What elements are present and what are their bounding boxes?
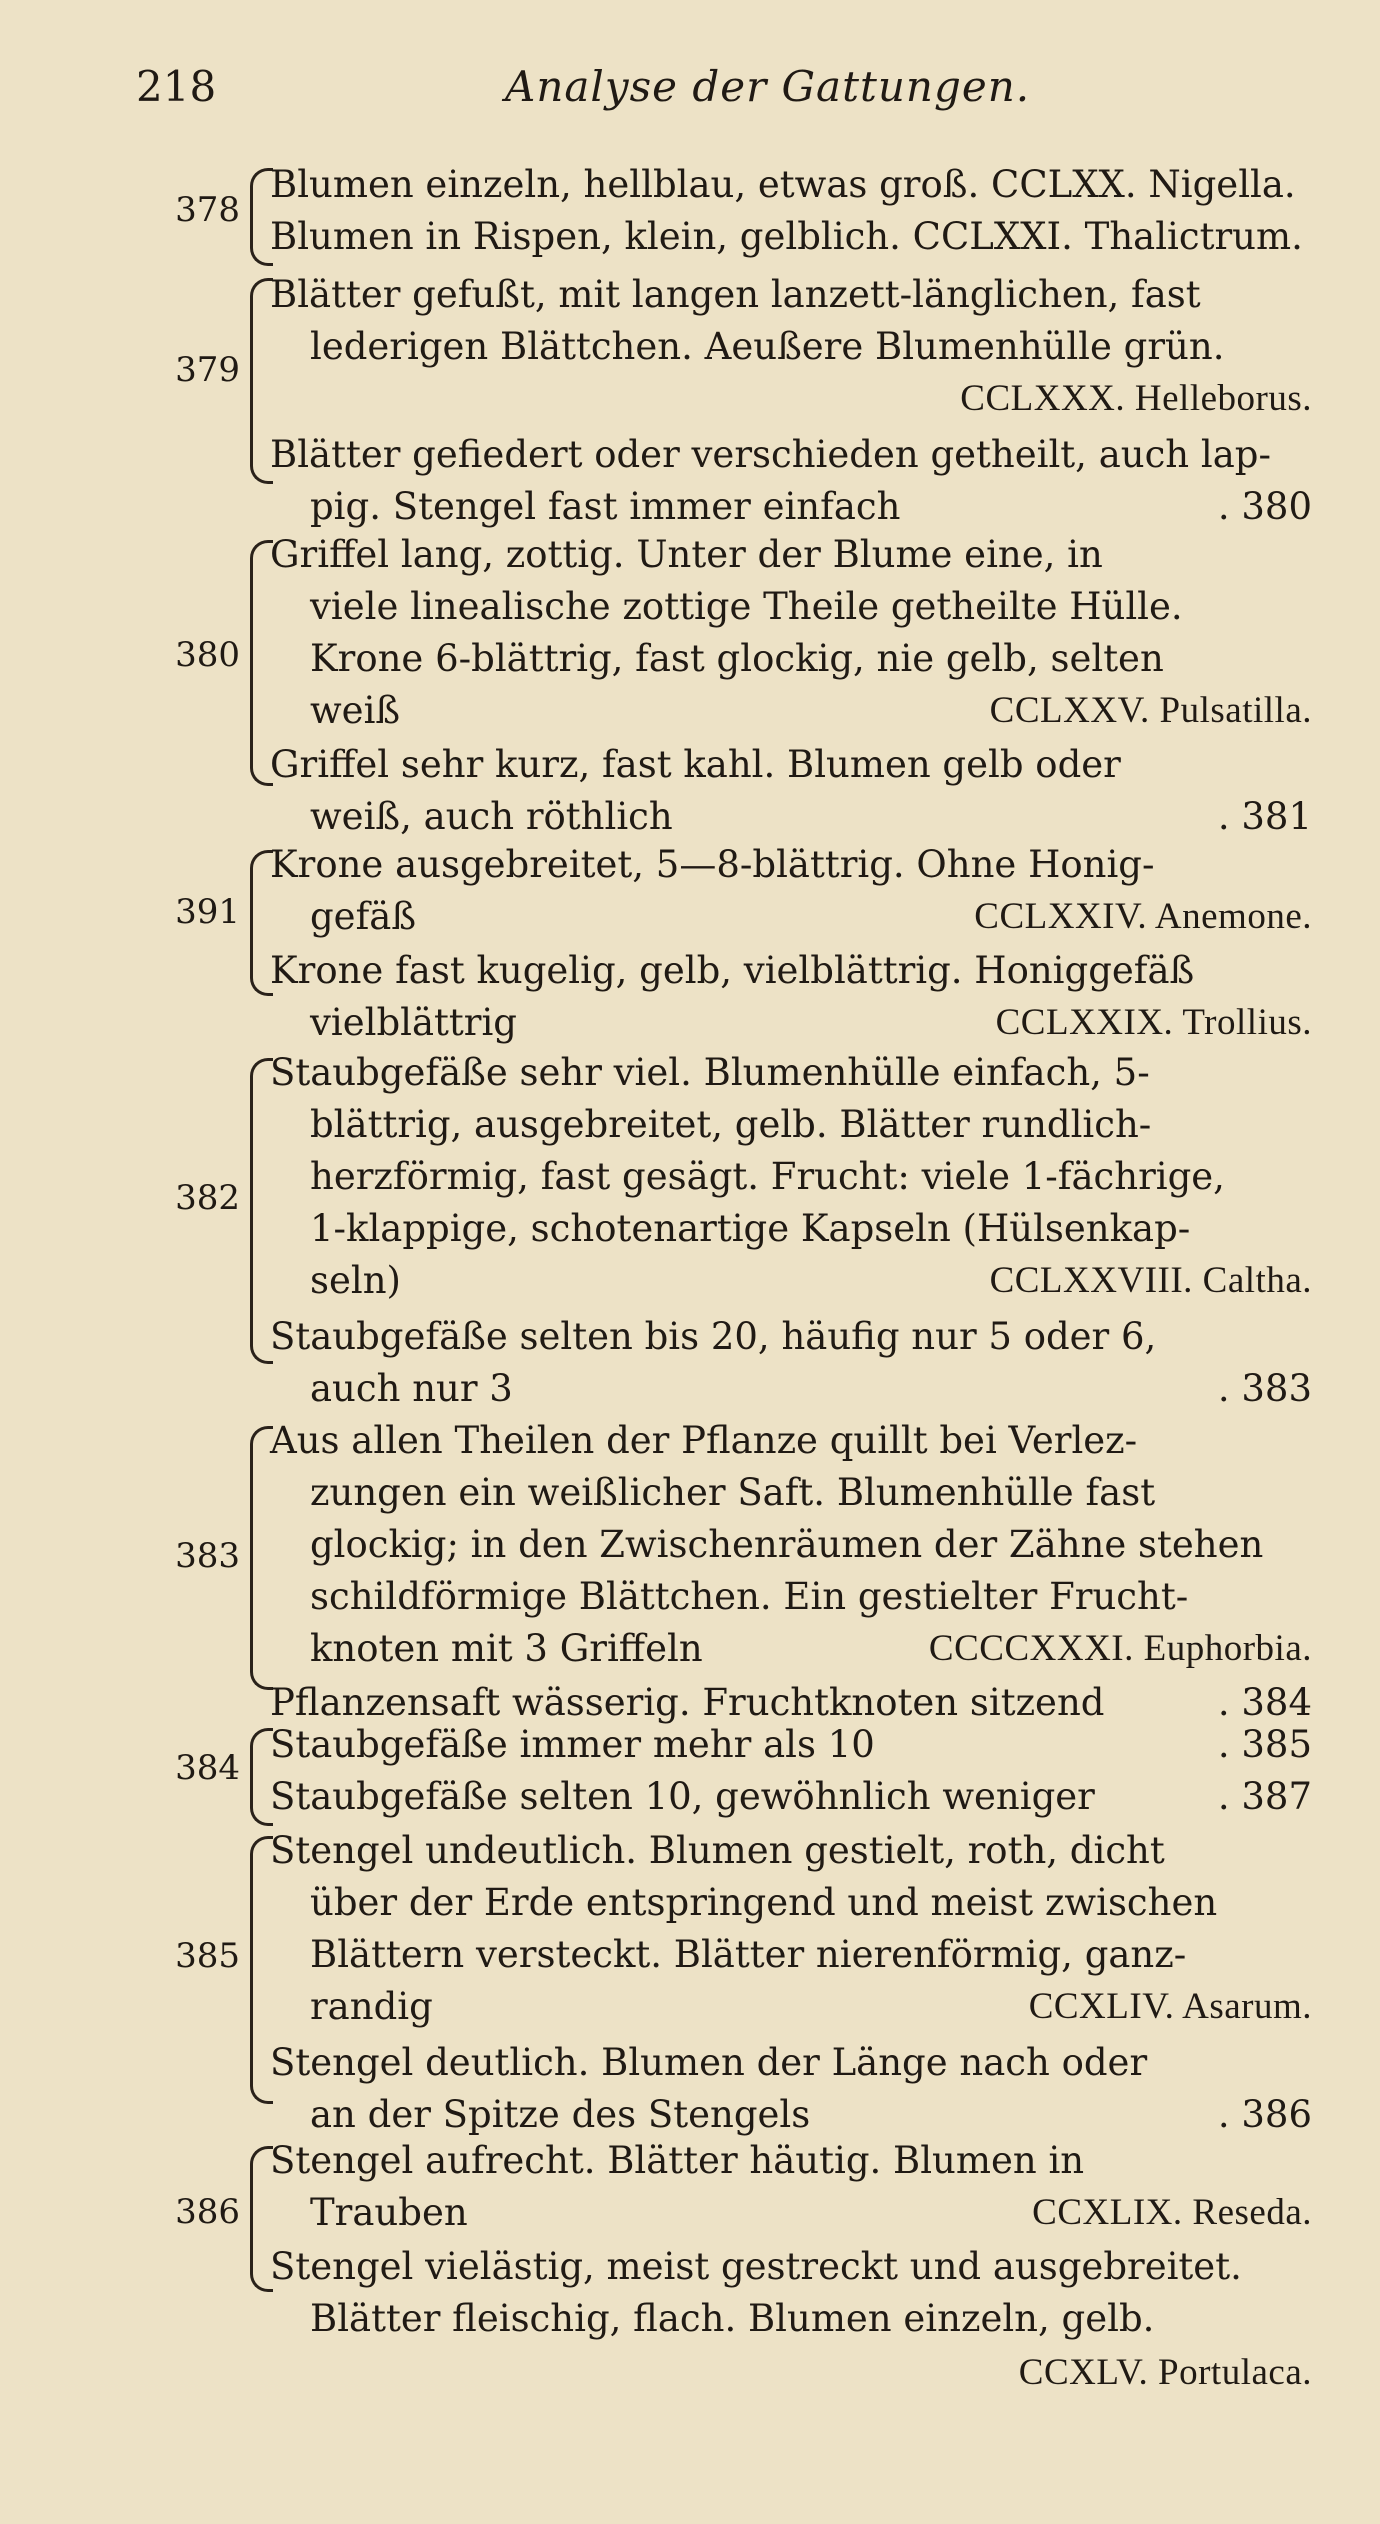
couplet-reference: . 385 — [1217, 1723, 1312, 1766]
genus-reference: CCLXXV. Pulsatilla. — [989, 690, 1312, 731]
lead-text: lederigen Blättchen. Aeußere Blumenhülle grün. — [310, 325, 1225, 368]
lead-text: Staubgefäße selten bis 20, häufig nur 5 oder 6, — [270, 1315, 1157, 1358]
genus-reference: CCCCXXXI. Euphorbia. — [928, 1628, 1312, 1669]
couplet-number: 391 — [175, 892, 240, 932]
couplet-reference: . 383 — [1217, 1367, 1312, 1410]
couplet-number: 380 — [175, 635, 240, 675]
lead-text: weiß, auch röthlich — [310, 795, 673, 838]
lead-text: gefäß — [310, 895, 417, 938]
lead-text: über der Erde entspringend und meist zwischen — [310, 1881, 1218, 1924]
lead-text: Krone fast kugelig, gelb, vielblättrig. Honiggefäß — [270, 949, 1195, 992]
lead-text: Staubgefäße immer mehr als 10 — [270, 1723, 875, 1766]
couplet-reference: . 380 — [1217, 485, 1312, 528]
lead-text: Pflanzensaft wässerig. Fruchtknoten sitzend — [270, 1681, 1105, 1724]
couplet-number: 382 — [175, 1178, 240, 1218]
lead-text: Stengel aufrecht. Blätter häutig. Blumen in — [270, 2139, 1085, 2182]
genus-reference: CCXLV. Portulaca. — [1018, 2352, 1312, 2393]
couplet-number: 386 — [175, 2192, 240, 2232]
couplet-reference: . 386 — [1217, 2093, 1312, 2136]
genus-reference: CCLXXVIII. Caltha. — [989, 1260, 1312, 1301]
genus-reference: CCLXXX. Helleborus. — [960, 378, 1312, 419]
lead-text: Blätter gefiedert oder verschieden getheilt, auch lap- — [270, 433, 1271, 476]
lead-text: glockig; in den Zwischenräumen der Zähne stehen — [310, 1523, 1264, 1566]
couplet-reference: . 387 — [1217, 1775, 1312, 1818]
lead-text: knoten mit 3 Griffeln — [310, 1627, 703, 1670]
lead-text: an der Spitze des Stengels — [310, 2093, 811, 2136]
lead-text: vielblättrig — [310, 1001, 517, 1044]
lead-text: Staubgefäße sehr viel. Blumenhülle einfach, 5- — [270, 1051, 1150, 1094]
genus-reference: CCXLIX. Reseda. — [1032, 2192, 1312, 2233]
couplet-reference: . 384 — [1217, 1681, 1312, 1724]
lead-text: Stengel undeutlich. Blumen gestielt, roth, dicht — [270, 1829, 1165, 1872]
genus-reference: CCLXXIX. Trollius. — [995, 1002, 1312, 1043]
lead-text: zungen ein weißlicher Saft. Blumenhülle fast — [310, 1471, 1156, 1514]
lead-text: Blumen in Rispen, klein, gelblich. CCLXXI. Thalictrum. — [270, 215, 1303, 258]
lead-text: Griffel lang, zottig. Unter der Blume eine, in — [270, 533, 1103, 576]
genus-reference: CCXLIV. Asarum. — [1028, 1986, 1312, 2027]
lead-text: Stengel deutlich. Blumen der Länge nach oder — [270, 2041, 1148, 2084]
lead-text: 1-klappige, schotenartige Kapseln (Hülsenkap- — [310, 1207, 1191, 1250]
lead-text: Griffel sehr kurz, fast kahl. Blumen gelb oder — [270, 743, 1121, 786]
page-number: 218 — [136, 62, 217, 111]
genus-reference: CCLXXIV. Anemone. — [974, 896, 1312, 937]
lead-text: auch nur 3 — [310, 1367, 513, 1410]
lead-text: Blättern versteckt. Blätter nierenförmig, ganz- — [310, 1933, 1187, 1976]
lead-text: blättrig, ausgebreitet, gelb. Blätter rundlich- — [310, 1103, 1152, 1146]
lead-text: schildförmige Blättchen. Ein gestielter Frucht- — [310, 1575, 1189, 1618]
lead-text: Aus allen Theilen der Pflanze quillt bei Verlez- — [270, 1419, 1138, 1462]
lead-text: pig. Stengel fast immer einfach — [310, 485, 901, 528]
lead-text: Krone ausgebreitet, 5—8-blättrig. Ohne Honig- — [270, 843, 1155, 886]
lead-text: Blumen einzeln, hellblau, etwas groß. CCLXX. Nigella. — [270, 163, 1296, 206]
lead-text: Stengel vielästig, meist gestreckt und ausgebreitet. — [270, 2245, 1242, 2288]
lead-text: randig — [310, 1985, 433, 2028]
lead-text: weiß — [310, 689, 401, 732]
lead-text: Blätter fleischig, flach. Blumen einzeln, gelb. — [310, 2297, 1155, 2340]
lead-text: seln) — [310, 1259, 401, 1302]
couplet-number: 385 — [175, 1936, 240, 1976]
couplet-number: 378 — [175, 190, 240, 230]
lead-text: viele linealische zottige Theile getheilte Hülle. — [310, 585, 1183, 628]
lead-text: herzförmig, fast gesägt. Frucht: viele 1-fächrige, — [310, 1155, 1225, 1198]
couplet-number: 383 — [175, 1536, 240, 1576]
couplet-number: 379 — [175, 350, 240, 390]
couplet-number: 384 — [175, 1748, 240, 1788]
lead-text: Trauben — [310, 2191, 468, 2234]
lead-text: Staubgefäße selten 10, gewöhnlich weniger — [270, 1775, 1095, 1818]
running-title: Analyse der Gattungen. — [505, 62, 1031, 111]
lead-text: Blätter gefußt, mit langen lanzett-länglichen, fast — [270, 273, 1201, 316]
couplet-reference: . 381 — [1217, 795, 1312, 838]
lead-text: Krone 6-blättrig, fast glockig, nie gelb, selten — [310, 637, 1164, 680]
